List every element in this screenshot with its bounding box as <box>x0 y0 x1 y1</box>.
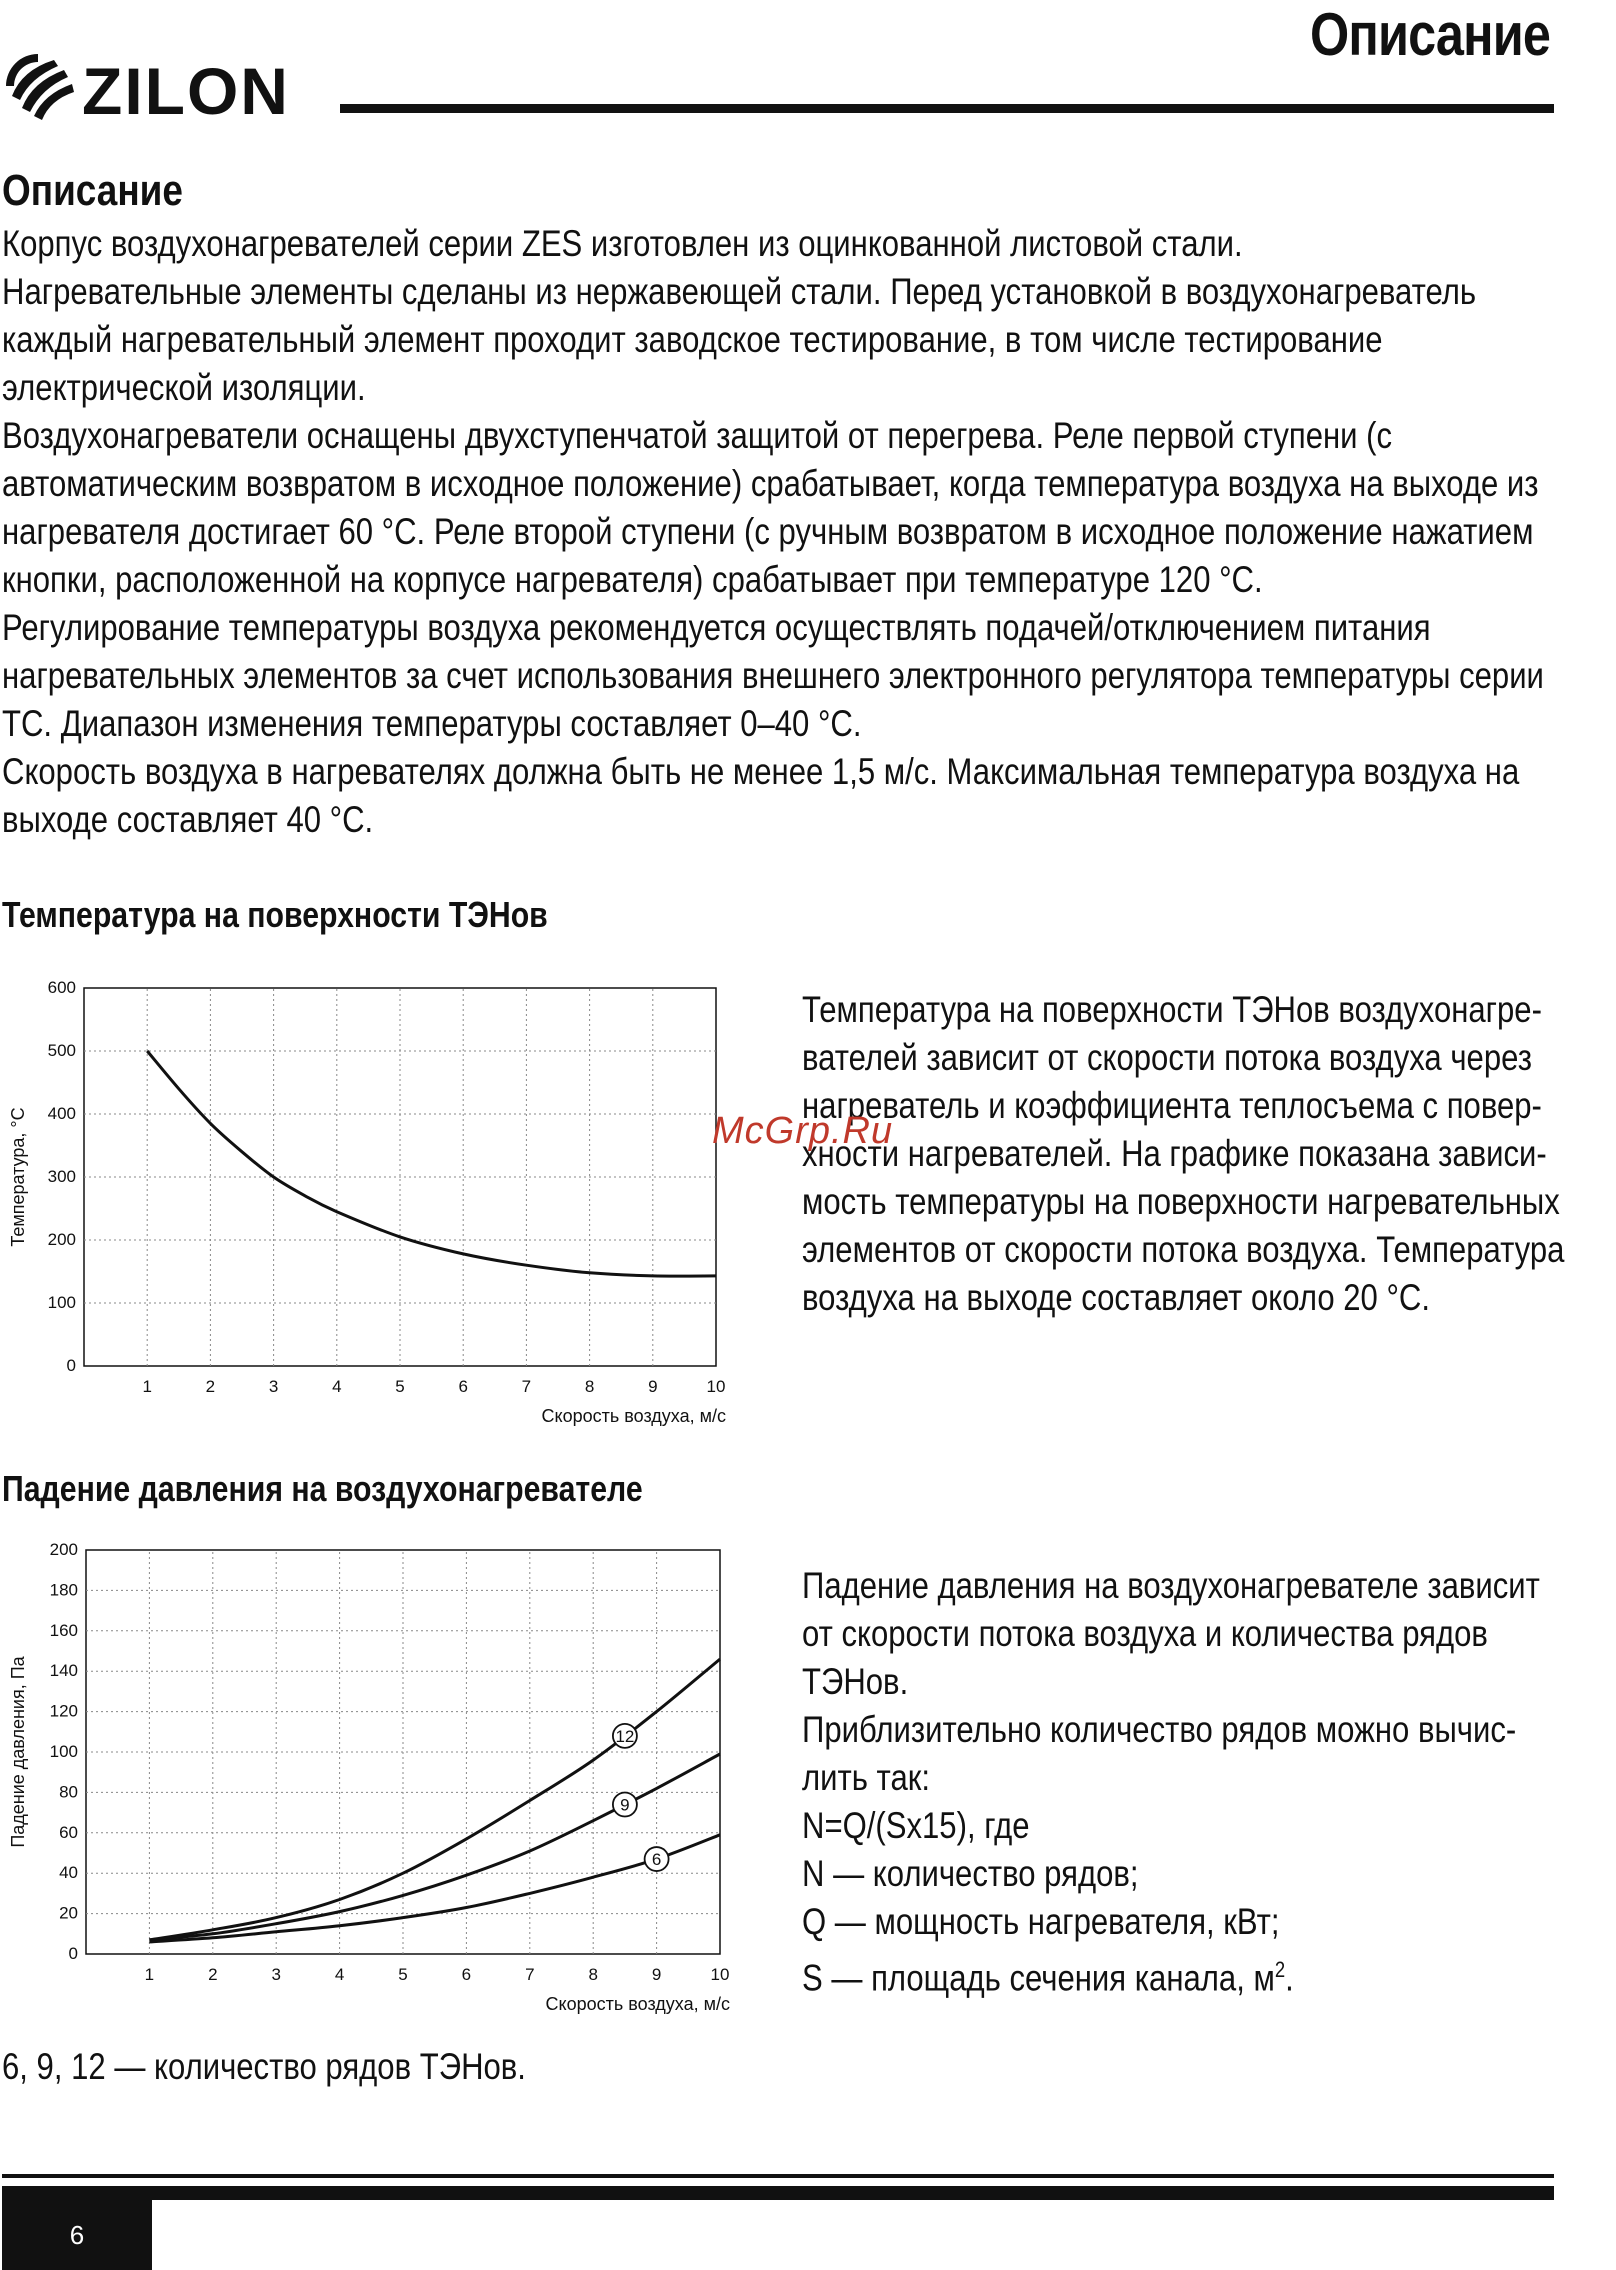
x-axis-label: Скорость воздуха, м/с <box>541 1406 726 1426</box>
temperature-chart <box>0 970 760 1426</box>
x-tick-label: 3 <box>268 1377 279 1396</box>
series-label: 9 <box>620 1795 630 1815</box>
y-tick-label: 200 <box>49 1540 78 1559</box>
text-line: N=Q/(Sx15), где <box>802 1805 1030 1846</box>
rows-note: 6, 9, 12 — количество рядов ТЭНов. <box>2 2046 526 2087</box>
paragraph: Скорость воздуха в нагревателях должна быть не менее 1,5 м/с. Максимальная температура воздуха на выходе составляет 40 °С. <box>2 751 1520 840</box>
description-body <box>2 220 1562 844</box>
y-tick-label: 500 <box>47 1041 76 1060</box>
x-tick-label: 3 <box>271 1965 281 1984</box>
y-tick-label: 600 <box>47 978 76 997</box>
paragraph: Нагревательные элементы сделаны из нержавеющей стали. Перед установкой в воздухонагреватель каждый нагревательный элемент проходит заводское тестирование, в том числе тестирование электрической изоляции. <box>2 271 1477 408</box>
temp-description <box>802 986 1565 1322</box>
y-tick-label: 400 <box>47 1104 76 1123</box>
y-tick-label: 80 <box>59 1782 78 1802</box>
paragraph: Корпус воздухонагревателей серии ZES изготовлен из оцинкованной листовой стали. <box>2 223 1243 264</box>
y-tick-label: 140 <box>49 1661 78 1681</box>
x-tick-label: 8 <box>588 1965 598 1984</box>
x-tick-label: 7 <box>525 1965 535 1984</box>
text-line: хности нагревателей. На графике показана зависи- <box>802 1133 1547 1174</box>
x-tick-label: 5 <box>395 1377 405 1396</box>
text-line: нагреватель и коэффициента теплосъема с повер- <box>802 1085 1542 1126</box>
paragraph: Регулирование температуры воздуха рекомендуется осуществлять подачей/отключением питания нагревательных элементов за счет использования внешнего электронного регулятора температуры серии ТС. Диапазон изменения температуры составляет 0–40 °С. <box>2 607 1544 744</box>
x-tick-label: 6 <box>461 1965 472 1984</box>
x-tick-label: 10 <box>710 1965 730 1984</box>
text-line: Приблизительно количество рядов можно вычис- <box>802 1709 1517 1750</box>
y-tick-label: 180 <box>49 1580 78 1600</box>
y-tick-label: 200 <box>47 1230 76 1249</box>
logo-emblem-icon <box>6 54 74 120</box>
zilon-logo <box>2 50 332 128</box>
temp-chart-title: Температура на поверхности ТЭНов <box>2 894 548 935</box>
text-line: воздуха на выходе составляет около 20 °С. <box>802 1277 1430 1318</box>
text-line: лить так: <box>802 1757 930 1798</box>
x-axis-label: Скорость воздуха, м/с <box>545 1994 730 2014</box>
paragraph: Воздухонагреватели оснащены двухступенчатой защитой от перегрева. Реле первой ступени (с автоматическим возвратом в исходное положение) срабатывает, когда температура воздуха на выходе из нагревателя достигает 60 °С. Реле второй ступени (с ручным возвратом в исходное положение нажатием кнопки, расположенной на корпусе нагревателя) срабатывает при температуре 120 °С. <box>2 415 1539 600</box>
logo-text: ZILON <box>82 54 290 128</box>
y-tick-label: 0 <box>68 1944 78 1963</box>
pressure-chart <box>0 1530 760 2014</box>
watermark: McGrp.Ru <box>712 1110 894 1152</box>
y-tick-label: 100 <box>49 1742 78 1761</box>
y-axis-label: Температура, °С <box>8 1107 28 1247</box>
series-label: 6 <box>651 1850 662 1870</box>
x-tick-label: 4 <box>334 1965 345 1984</box>
series-line <box>147 1051 716 1276</box>
superscript: 2 <box>1274 1957 1286 1982</box>
text-line: Q — мощность нагревателя, кВт; <box>802 1901 1280 1942</box>
text-line: Температура на поверхности ТЭНов воздухонагре- <box>802 989 1542 1030</box>
text-line: элементов от скорости потока воздуха. Температура <box>802 1229 1565 1270</box>
y-tick-label: 100 <box>47 1293 76 1312</box>
page-number: 6 <box>2 2200 152 2270</box>
x-tick-label: 2 <box>208 1965 218 1984</box>
footer-rule-thin <box>2 2174 1554 2178</box>
x-tick-label: 1 <box>142 1377 152 1396</box>
x-tick-label: 4 <box>332 1377 342 1396</box>
footer-rule-thick <box>2 2186 1554 2200</box>
x-tick-label: 6 <box>458 1377 468 1396</box>
y-axis-label: Падение давления, Па <box>8 1656 28 1848</box>
x-tick-label: 1 <box>144 1965 155 1984</box>
x-tick-label: 7 <box>521 1377 532 1396</box>
y-tick-label: 120 <box>49 1701 78 1721</box>
y-tick-label: 60 <box>59 1822 78 1842</box>
y-tick-label: 0 <box>66 1356 76 1375</box>
header-rule <box>340 104 1554 113</box>
x-tick-label: 2 <box>205 1377 216 1396</box>
text-line: ТЭНов. <box>802 1661 909 1702</box>
x-tick-label: 8 <box>584 1377 595 1396</box>
text-line <box>802 1946 1558 2002</box>
pressure-description <box>802 1562 1558 2002</box>
y-tick-label: 160 <box>49 1620 78 1640</box>
period: . <box>1285 1957 1294 1999</box>
x-tick-label: 9 <box>648 1377 658 1396</box>
text-line: от скорости потока воздуха и количества рядов <box>802 1613 1488 1654</box>
x-tick-label: 9 <box>651 1965 662 1984</box>
page-header-title: Описание <box>1310 1 1551 68</box>
text-line: мость температуры на поверхности нагревательных <box>802 1181 1560 1222</box>
pressure-chart-title: Падение давления на воздухонагревателе <box>2 1468 643 1509</box>
text-line: N — количество рядов; <box>802 1853 1139 1894</box>
series-label: 12 <box>615 1726 635 1746</box>
text-line: вателей зависит от скорости потока воздуха через <box>802 1037 1532 1078</box>
text-line: Падение давления на воздухонагревателе зависит <box>802 1565 1540 1606</box>
section-title: Описание <box>2 166 183 215</box>
x-tick-label: 10 <box>706 1377 726 1396</box>
y-tick-label: 20 <box>59 1903 78 1923</box>
y-tick-label: 40 <box>59 1863 78 1883</box>
x-tick-label: 5 <box>398 1965 408 1984</box>
area-definition: S — площадь сечения канала, м <box>802 1957 1275 1999</box>
y-tick-label: 300 <box>47 1167 76 1186</box>
